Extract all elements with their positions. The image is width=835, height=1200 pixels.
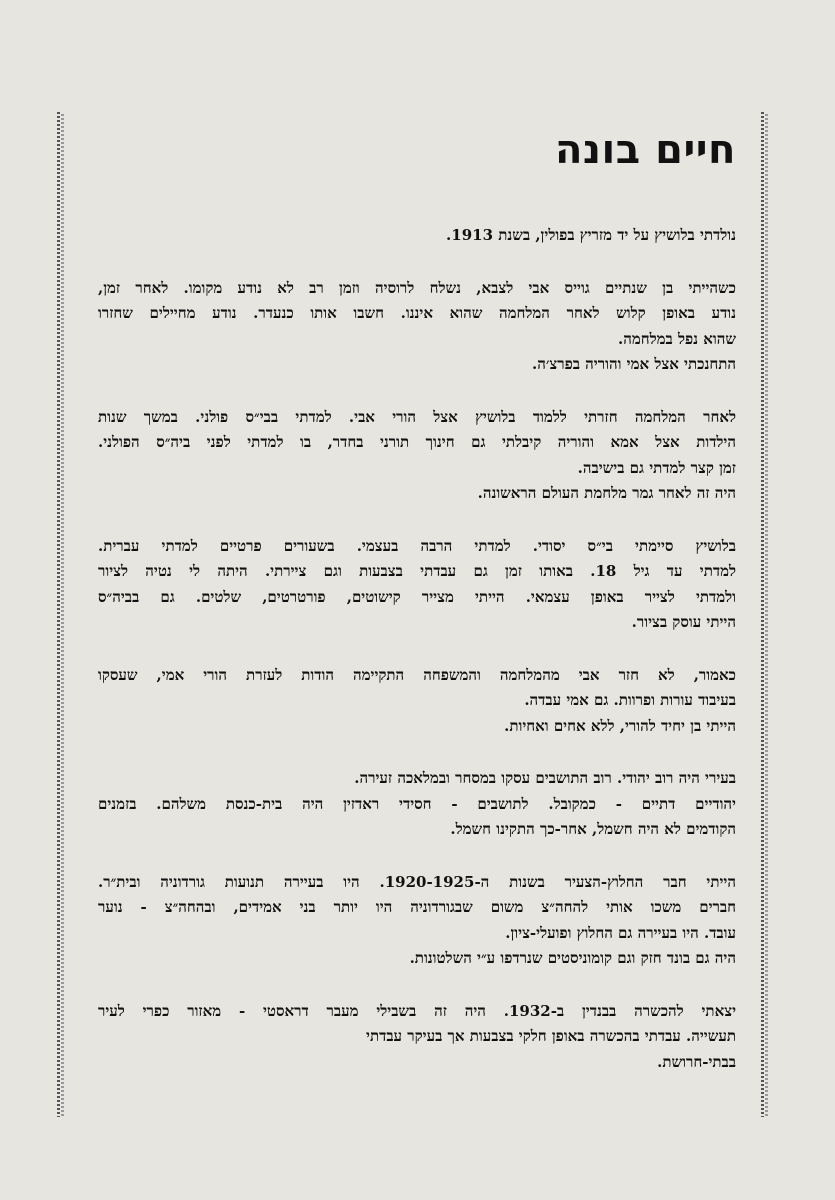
text-line: בעירי היה רוב יהודי. רוב התושבים עסקו במסחר ובמלאכה זעירה. — [354, 769, 736, 787]
text-line: תעשייה. עבדתי בהכשרה באופן חלקי בצבעות אך בעיקר עבדתי — [366, 1027, 736, 1045]
text-line: זמן קצר למדתי גם בישיבה. — [577, 458, 736, 477]
text-line: הקודמים לא היה חשמל, אחר-כך התקינו חשמל. — [450, 820, 736, 838]
text-line: היה זה לאחר גמר מלחמת העולם הראשונה. — [477, 484, 736, 502]
text-line: בבתי-חרושת. — [657, 1052, 736, 1071]
text-line: הילדות אצל אמא והוריה קיבלתי גם חינוך תורני בחדר, בו למדתי לפני ביה״ס הפולני. — [98, 433, 736, 451]
paragraph — [98, 223, 736, 249]
paragraph — [98, 999, 736, 1076]
paragraph — [98, 534, 736, 636]
text-line: היה גם בונד חזק וגם קומוניסטים שנרדפו ע״י השלטונות. — [409, 949, 736, 967]
text-line: בעיבוד עורות ופרוות. גם אמי עבדה. — [524, 691, 736, 709]
text-line: למדתי עד גיל 18. באותו זמן גם עבדתי בצבעות וגם ציירתי. היתה לי נטיה לציור — [98, 562, 736, 580]
decorative-border-left — [57, 112, 64, 1117]
page-title: חיים בונה — [554, 127, 736, 173]
text-line: נולדתי בלושיץ על יד מזריץ בפולין, בשנת 1913. — [446, 226, 736, 244]
paragraph-list — [98, 223, 736, 1075]
paragraph — [98, 663, 736, 740]
text-line: התחנכתי אצל אמי והוריה בפרצ׳ה. — [532, 355, 736, 373]
text-line: לאחר המלחמה חזרתי ללמוד בלושיץ אצל הורי אבי. למדתי בבי״ס פולני. במשך שנות — [98, 407, 736, 426]
text-line: שהוא נפל במלחמה. — [618, 329, 736, 348]
text-line: הייתי בן יחיד להורי, ללא אחים ואחיות. — [504, 716, 736, 735]
text-line: יצאתי להכשרה בבנדין ב-1932. היה זה בשבילי מעבר דראסטי - מאזור כפרי לעיר — [98, 1001, 736, 1020]
text-line: עובד. היו בעיירה גם החלוץ ופועלי-ציון. — [505, 923, 736, 942]
text-line: יהודיים דתיים - כמקובל. לתושבים - חסידי ראדזין היה בית-כנסת משלהם. בזמנים — [98, 794, 736, 813]
paragraph — [98, 766, 736, 843]
document-body — [98, 115, 736, 1102]
text-line: כאמור, לא חזר אבי מהמלחמה והמשפחה התקיימה הודות לעזרת הורי אמי, שעסקו — [98, 665, 736, 684]
text-line: חברים משכו אותי להחה״צ משום שבגורדוניה היו יותר בני אמידים, ובהחה״צ - נוער — [98, 898, 736, 916]
text-line: ולמדתי לצייר באופן עצמאי. הייתי מצייר קישוטים, פורטרטים, שלטים. גם בביה״ס — [98, 587, 736, 606]
paragraph — [98, 276, 736, 378]
text-line: נודע באופן קלוש לאחר המלחמה שהוא איננו. חשבו אותו כנעדר. נודע מחיילים שחזרו — [98, 304, 736, 322]
text-line: בלושיץ סיימתי בי״ס יסודי. למדתי הרבה בעצמי. בשעורים פרטיים למדתי עברית. — [98, 536, 736, 555]
decorative-border-right — [761, 112, 768, 1117]
paragraph — [98, 870, 736, 972]
text-line: הייתי חבר החלוץ-הצעיר בשנות ה-1920-1925. היו בעיירה תנועות גורדוניה ובית״ר. — [98, 872, 736, 891]
text-line: הייתי עוסק בציור. — [631, 613, 736, 631]
paragraph — [98, 405, 736, 507]
text-line: כשהייתי בן שנתיים גוייס אבי לצבא, נשלח לרוסיה וזמן רב לא נודע מקומו. לאחר זמן, — [98, 278, 736, 297]
